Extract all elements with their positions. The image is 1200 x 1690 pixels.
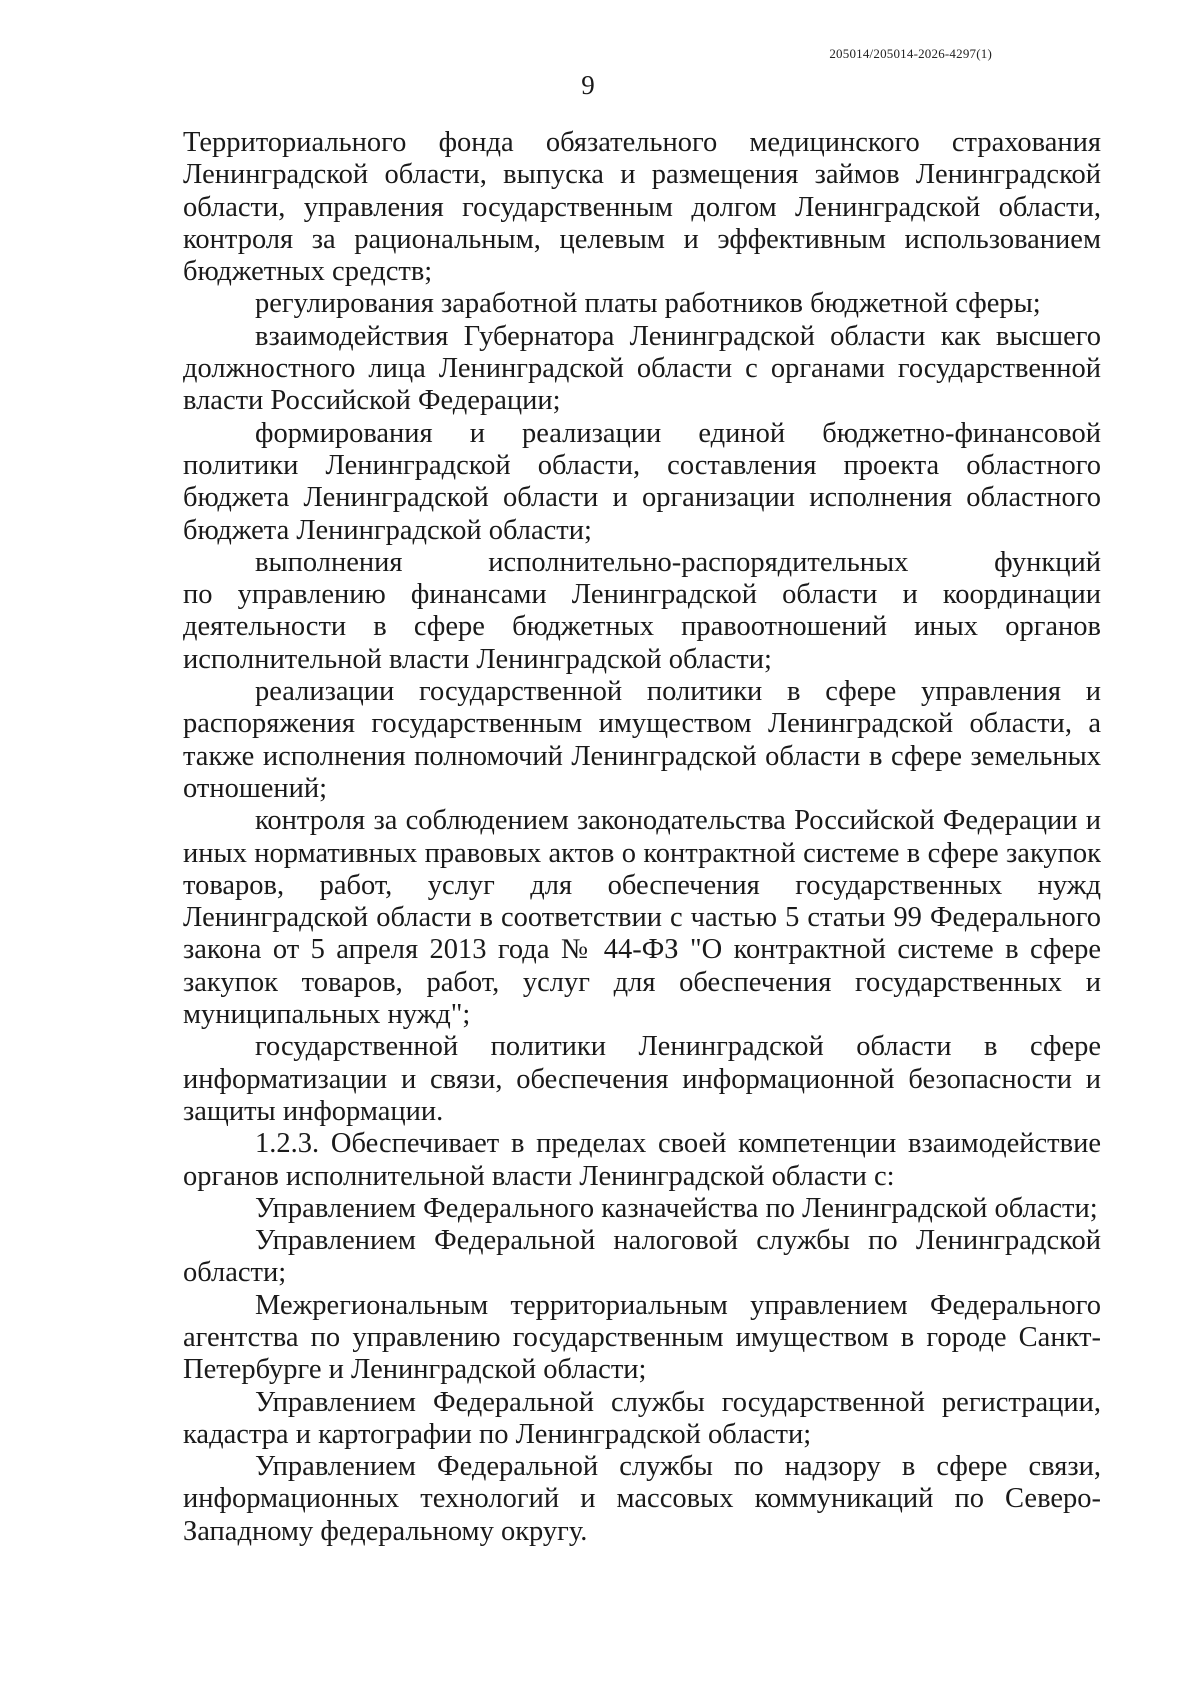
paragraph-property-policy: реализации государственной политики в сфере управления и распоряжения государственным имуществом Ленинградской области, а также исполнения полномочий Ленинградской области в сфере земельных отношений; [183, 676, 1101, 804]
paragraph-communications-supervision: Управлением Федеральной службы по надзору в сфере связи, информационных технологий и массовых коммуникаций по Северо-Западному федеральному округу. [183, 1451, 1101, 1547]
paragraph-salary-regulation: регулирования заработной платы работников бюджетной сферы; [255, 288, 1041, 320]
paragraph-governor-interaction: взаимодействия Губернатора Ленинградской области как высшего должностного лица Ленинградской области с органами государственной власти Российской Федерации; [183, 320, 1101, 417]
document-registration-number: 205014/205014-2026-4297(1) [829, 46, 992, 61]
paragraph-territorial-fund: Территориального фонда обязательного медицинского страхования Ленинградской области, выпуска и размещения займов Ленинградской области, управления государственным долгом Ленинградской области, контроля за рациональным, целевым и эффективным использованием бюджетных средств; [183, 127, 1101, 288]
paragraph-treasury-department: Управлением Федерального казначейства по Ленинградской области; [255, 1192, 1098, 1224]
page-number: 9 [581, 70, 595, 100]
paragraph-procurement-control: контроля за соблюдением законодательства Российской Федерации и иных нормативных правовых актов о контрактной системе в сфере закупок товаров, работ, услуг для обеспечения государственных нужд Ленинградской области в соответствии с частью 5 статьи 99 Федерального закона от 5 апреля 2013 года № 44-ФЗ "О контрактной системе в сфере закупок товаров, работ, услуг для обеспечения государственных и муниципальных нужд"; [183, 805, 1101, 1031]
paragraph-tax-service: Управлением Федеральной налоговой службы по Ленинградской области; [183, 1225, 1101, 1289]
paragraph-finance-management: по управлению финансами Ленинградской области и координации деятельности в сфере бюджетных правоотношений иных органов исполнительной власти Ленинградской области; [183, 579, 1101, 675]
paragraph-executive-functions-heading: выполнения исполнительно-распорядительных функций [255, 546, 1101, 578]
paragraph-property-agency: Межрегиональным территориальным управлением Федерального агентства по управлению государственным имуществом в городе Санкт-Петербурге и Ленинградской области; [183, 1289, 1101, 1386]
paragraph-informatization-policy: государственной политики Ленинградской области в сфере информатизации и связи, обеспечения информационной безопасности и защиты информации. [183, 1031, 1101, 1127]
paragraph-section-1-2-3: 1.2.3. Обеспечивает в пределах своей компетенции взаимодействие органов исполнительной власти Ленинградской области с: [183, 1128, 1101, 1192]
paragraph-budget-policy: формирования и реализации единой бюджетно-финансовой политики Ленинградской области, составления проекта областного бюджета Ленинградской области и организации исполнения областного бюджета Ленинградской области; [183, 417, 1101, 546]
paragraph-registration-service: Управлением Федеральной службы государственной регистрации, кадастра и картографии по Ленинградской области; [183, 1386, 1101, 1450]
document-body [183, 127, 1101, 1548]
